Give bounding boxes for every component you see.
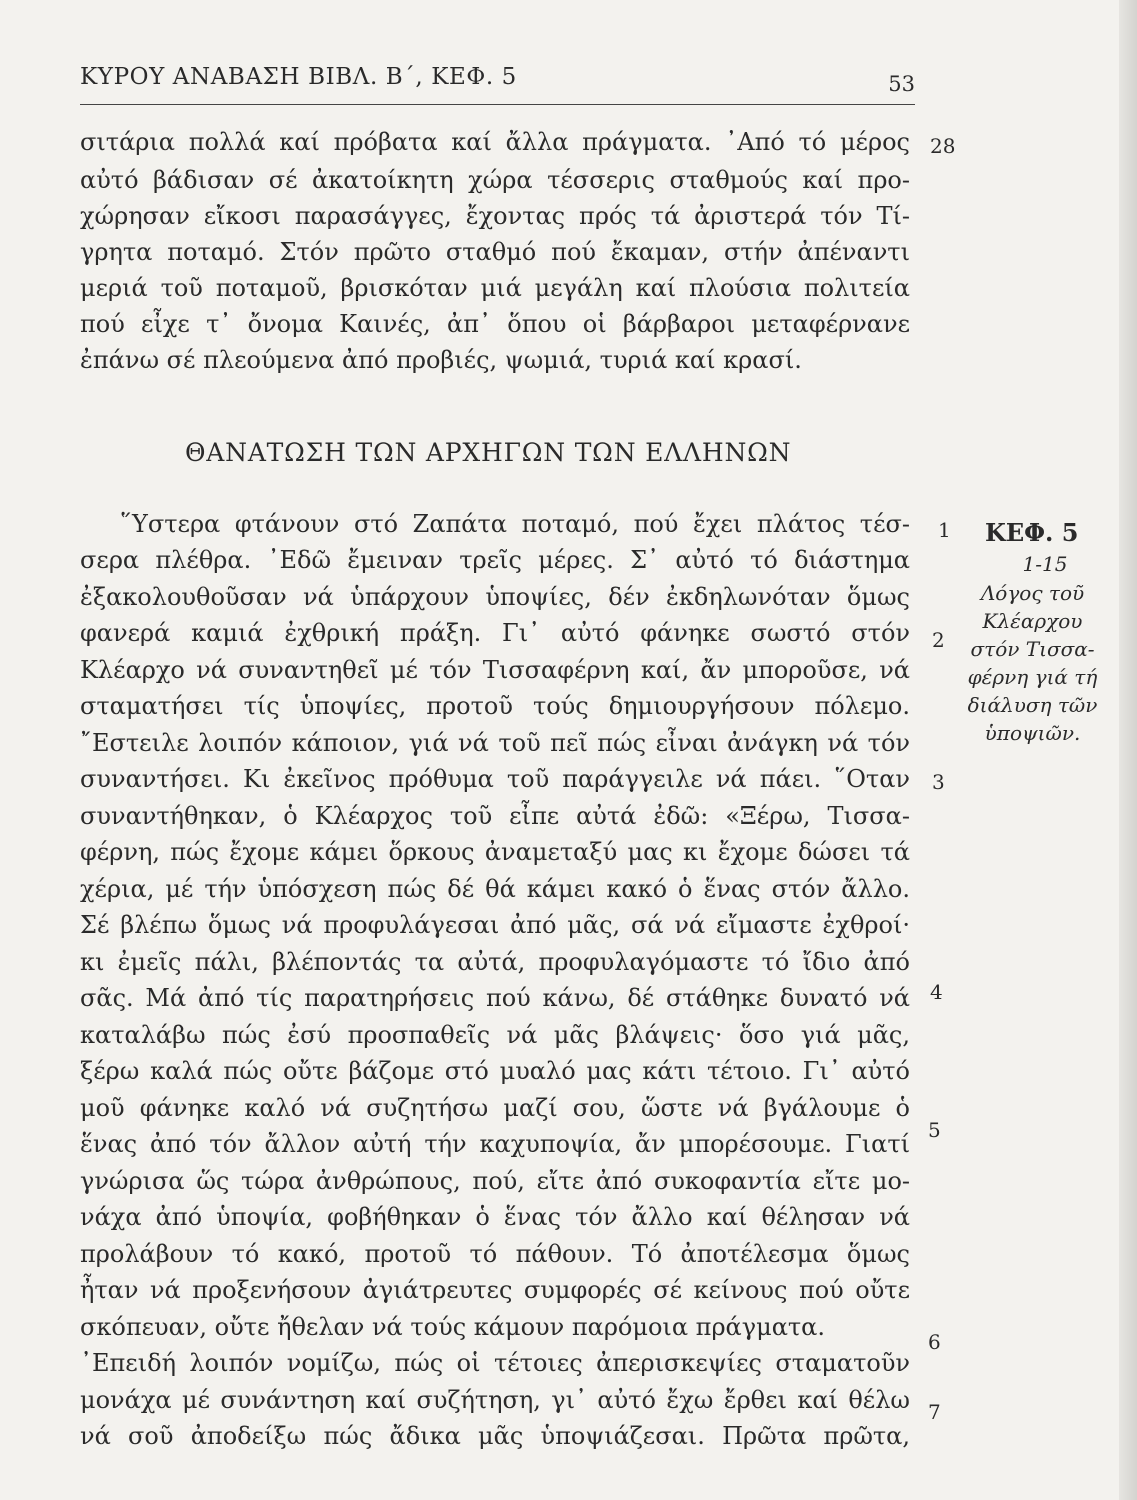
body-line: νάχα ἀπό ὑποψία, φοβήθηκαν ὁ ἕνας τόν ἄλλο καί θέλησαν νά	[80, 1203, 910, 1231]
body-line: Κλέαρχο νά συναντηθεῖ μέ τόν Τισσαφέρνη καί, ἄν μποροῦσε, νά	[80, 656, 910, 684]
body-line: χέρια, μέ τήν ὑπόσχεση πώς δέ θά κάμει κακό ὁ ἕνας στόν ἄλλο.	[80, 875, 910, 903]
body-line: ξέρω καλά πώς οὔτε βάζομε στό μυαλό μας κάτι τέτοιο. Γι᾿ αὐτό	[80, 1057, 910, 1085]
body-line: Σέ βλέπω ὅμως νά προφυλάγεσαι ἀπό μᾶς, σά νά εἴμαστε ἐχθροί·	[80, 911, 910, 939]
sidebar-note-line: στόν Τισσα-	[970, 637, 1095, 661]
sidebar-note-line: ὑποψιῶν.	[984, 721, 1081, 745]
sidebar-note-line: φέρνη γιά τή	[967, 665, 1098, 689]
intro-line: σιτάρια πολλά καί πρόβατα καί ἄλλα πράγματα. ᾿Από τό μέρος	[80, 128, 910, 156]
body-line: νά σοῦ ἀποδείξω πώς ἄδικα μᾶς ὑποψιάζεσαι. Πρῶτα πρῶτα,	[80, 1422, 910, 1450]
sidebar-note-line: διάλυση τῶν	[967, 693, 1098, 717]
intro-line: γρητα ποταμό. Στόν πρῶτο σταθμό πού ἔκαμαν, στήν ἀπέναντι	[80, 238, 910, 266]
body-line: κι ἐμεῖς πάλι, βλέποντάς τα αὐτά, προφυλαγόμαστε τό ἴδιο ἀπό	[80, 948, 910, 976]
body-line: μοῦ φάνηκε καλό νά συζητήσω μαζί σου, ὥστε νά βγάλουμε ὁ	[80, 1094, 910, 1122]
page-edge	[1119, 0, 1137, 1500]
body-line: ᾿Επειδή λοιπόν νομίζω, πώς οἱ τέτοιες ἀπερισκεψίες σταματοῦν	[80, 1349, 910, 1377]
sidebar-chapter: ΚΕΦ. 5	[985, 518, 1079, 547]
intro-line: αὐτό βάδισαν σέ ἀκατοίκητη χώρα τέσσερις σταθμούς καί προ-	[80, 166, 910, 194]
body-line: ῞Υστερα φτάνουν στό Ζαπάτα ποταμό, πού ἔχει πλάτος τέσ-	[120, 510, 910, 538]
body-line: γνώρισα ὥς τώρα ἀνθρώπους, πού, εἴτε ἀπό συκοφαντία εἴτε μο-	[80, 1167, 910, 1195]
body-line: φανερά καμιά ἐχθρική πράξη. Γι᾿ αὐτό φάνηκε σωστό στόν	[80, 619, 910, 647]
body-line: σᾶς. Μά ἀπό τίς παρατηρήσεις πού κάνω, δέ στάθηκε δυνατό νά	[80, 984, 910, 1012]
section-number: 3	[932, 770, 945, 794]
body-line: ἐξακολουθοῦσαν νά ὑπάρχουν ὑποψίες, δέν ἐκδηλωνόταν ὅμως	[80, 583, 910, 611]
intro-line: πού εἶχε τ᾿ ὄνομα Καινές, ἀπ᾿ ὅπου οἱ βάρβαροι μεταφέρνανε	[80, 310, 910, 338]
margin-number: 28	[930, 134, 956, 158]
section-number: 1	[938, 518, 951, 542]
body-line: μονάχα μέ συνάντηση καί συζήτηση, γι᾿ αὐτό ἔχω ἔρθει καί θέλω	[80, 1386, 910, 1414]
section-number: 2	[932, 628, 945, 652]
body-line: προλάβουν τό κακό, προτοῦ τό πάθουν. Τό ἀποτέλεσμα ὅμως	[80, 1240, 910, 1268]
body-line: ἦταν νά προξενήσουν ἀγιάτρευτες συμφορές σέ κείνους πού οὔτε	[80, 1276, 910, 1304]
section-number: 4	[930, 980, 943, 1004]
sidebar-note-line: Κλέαρχου	[982, 609, 1083, 633]
sidebar-note-line: Λόγος τοῦ	[980, 581, 1085, 605]
body-line: φέρνη, πώς ἔχομε κάμει ὅρκους ἀναμεταξύ μας κι ἔχομε δώσει τά	[80, 838, 910, 866]
section-number: 6	[928, 1330, 941, 1354]
running-head	[80, 64, 915, 105]
intro-line: μεριά τοῦ ποταμοῦ, βρισκόταν μιά μεγάλη καί πλούσια πολιτεία	[80, 274, 910, 302]
body-line: συναντήθηκαν, ὁ Κλέαρχος τοῦ εἶπε αὐτά ἐδῶ: «Ξέρω, Τισσα-	[80, 802, 910, 830]
sidebar-range: 1-15	[1022, 552, 1068, 576]
intro-line: χώρησαν εἴκοσι παρασάγγες, ἔχοντας πρός τά ἀριστερά τόν Τί-	[80, 202, 910, 230]
body-line: καταλάβω πώς ἐσύ προσπαθεῖς νά μᾶς βλάψεις· ὅσο γιά μᾶς,	[80, 1021, 910, 1049]
section-number: 7	[928, 1400, 941, 1424]
body-line: συναντήσει. Κι ἐκεῖνος πρόθυμα τοῦ παράγγειλε νά πάει. ῞Οταν	[80, 765, 910, 793]
intro-line: ἐπάνω σέ πλεούμενα ἀπό προβιές, ψωμιά, τυριά καί κρασί.	[80, 346, 802, 374]
body-line: σερα πλέθρα. ᾿Εδῶ ἔμειναν τρεῖς μέρες. Σ᾿ αὐτό τό διάστημα	[80, 546, 910, 574]
body-line: ῎Εστειλε λοιπόν κάποιον, γιά νά τοῦ πεῖ πώς εἶναι ἀνάγκη νά τόν	[80, 729, 910, 757]
page-number: 53	[888, 72, 915, 96]
body-line: σκόπευαν, οὔτε ἤθελαν νά τούς κάμουν παρόμοια πράγματα.	[80, 1313, 826, 1341]
body-line: ἕνας ἀπό τόν ἄλλον αὐτή τήν καχυποψία, ἄν μπορέσουμε. Γιατί	[80, 1130, 910, 1158]
running-title: ΚΥΡΟΥ ΑΝΑΒΑΣΗ ΒΙΒΛ. Β΄, ΚΕΦ. 5	[80, 64, 517, 90]
section-number: 5	[928, 1118, 941, 1142]
section-heading: ΘΑΝΑΤΩΣΗ ΤΩΝ ΑΡΧΗΓΩΝ ΤΩΝ ΕΛΛΗΝΩΝ	[185, 438, 792, 467]
body-line: σταματήσει τίς ὑποψίες, προτοῦ τούς δημιουργήσουν πόλεμο.	[80, 692, 910, 720]
